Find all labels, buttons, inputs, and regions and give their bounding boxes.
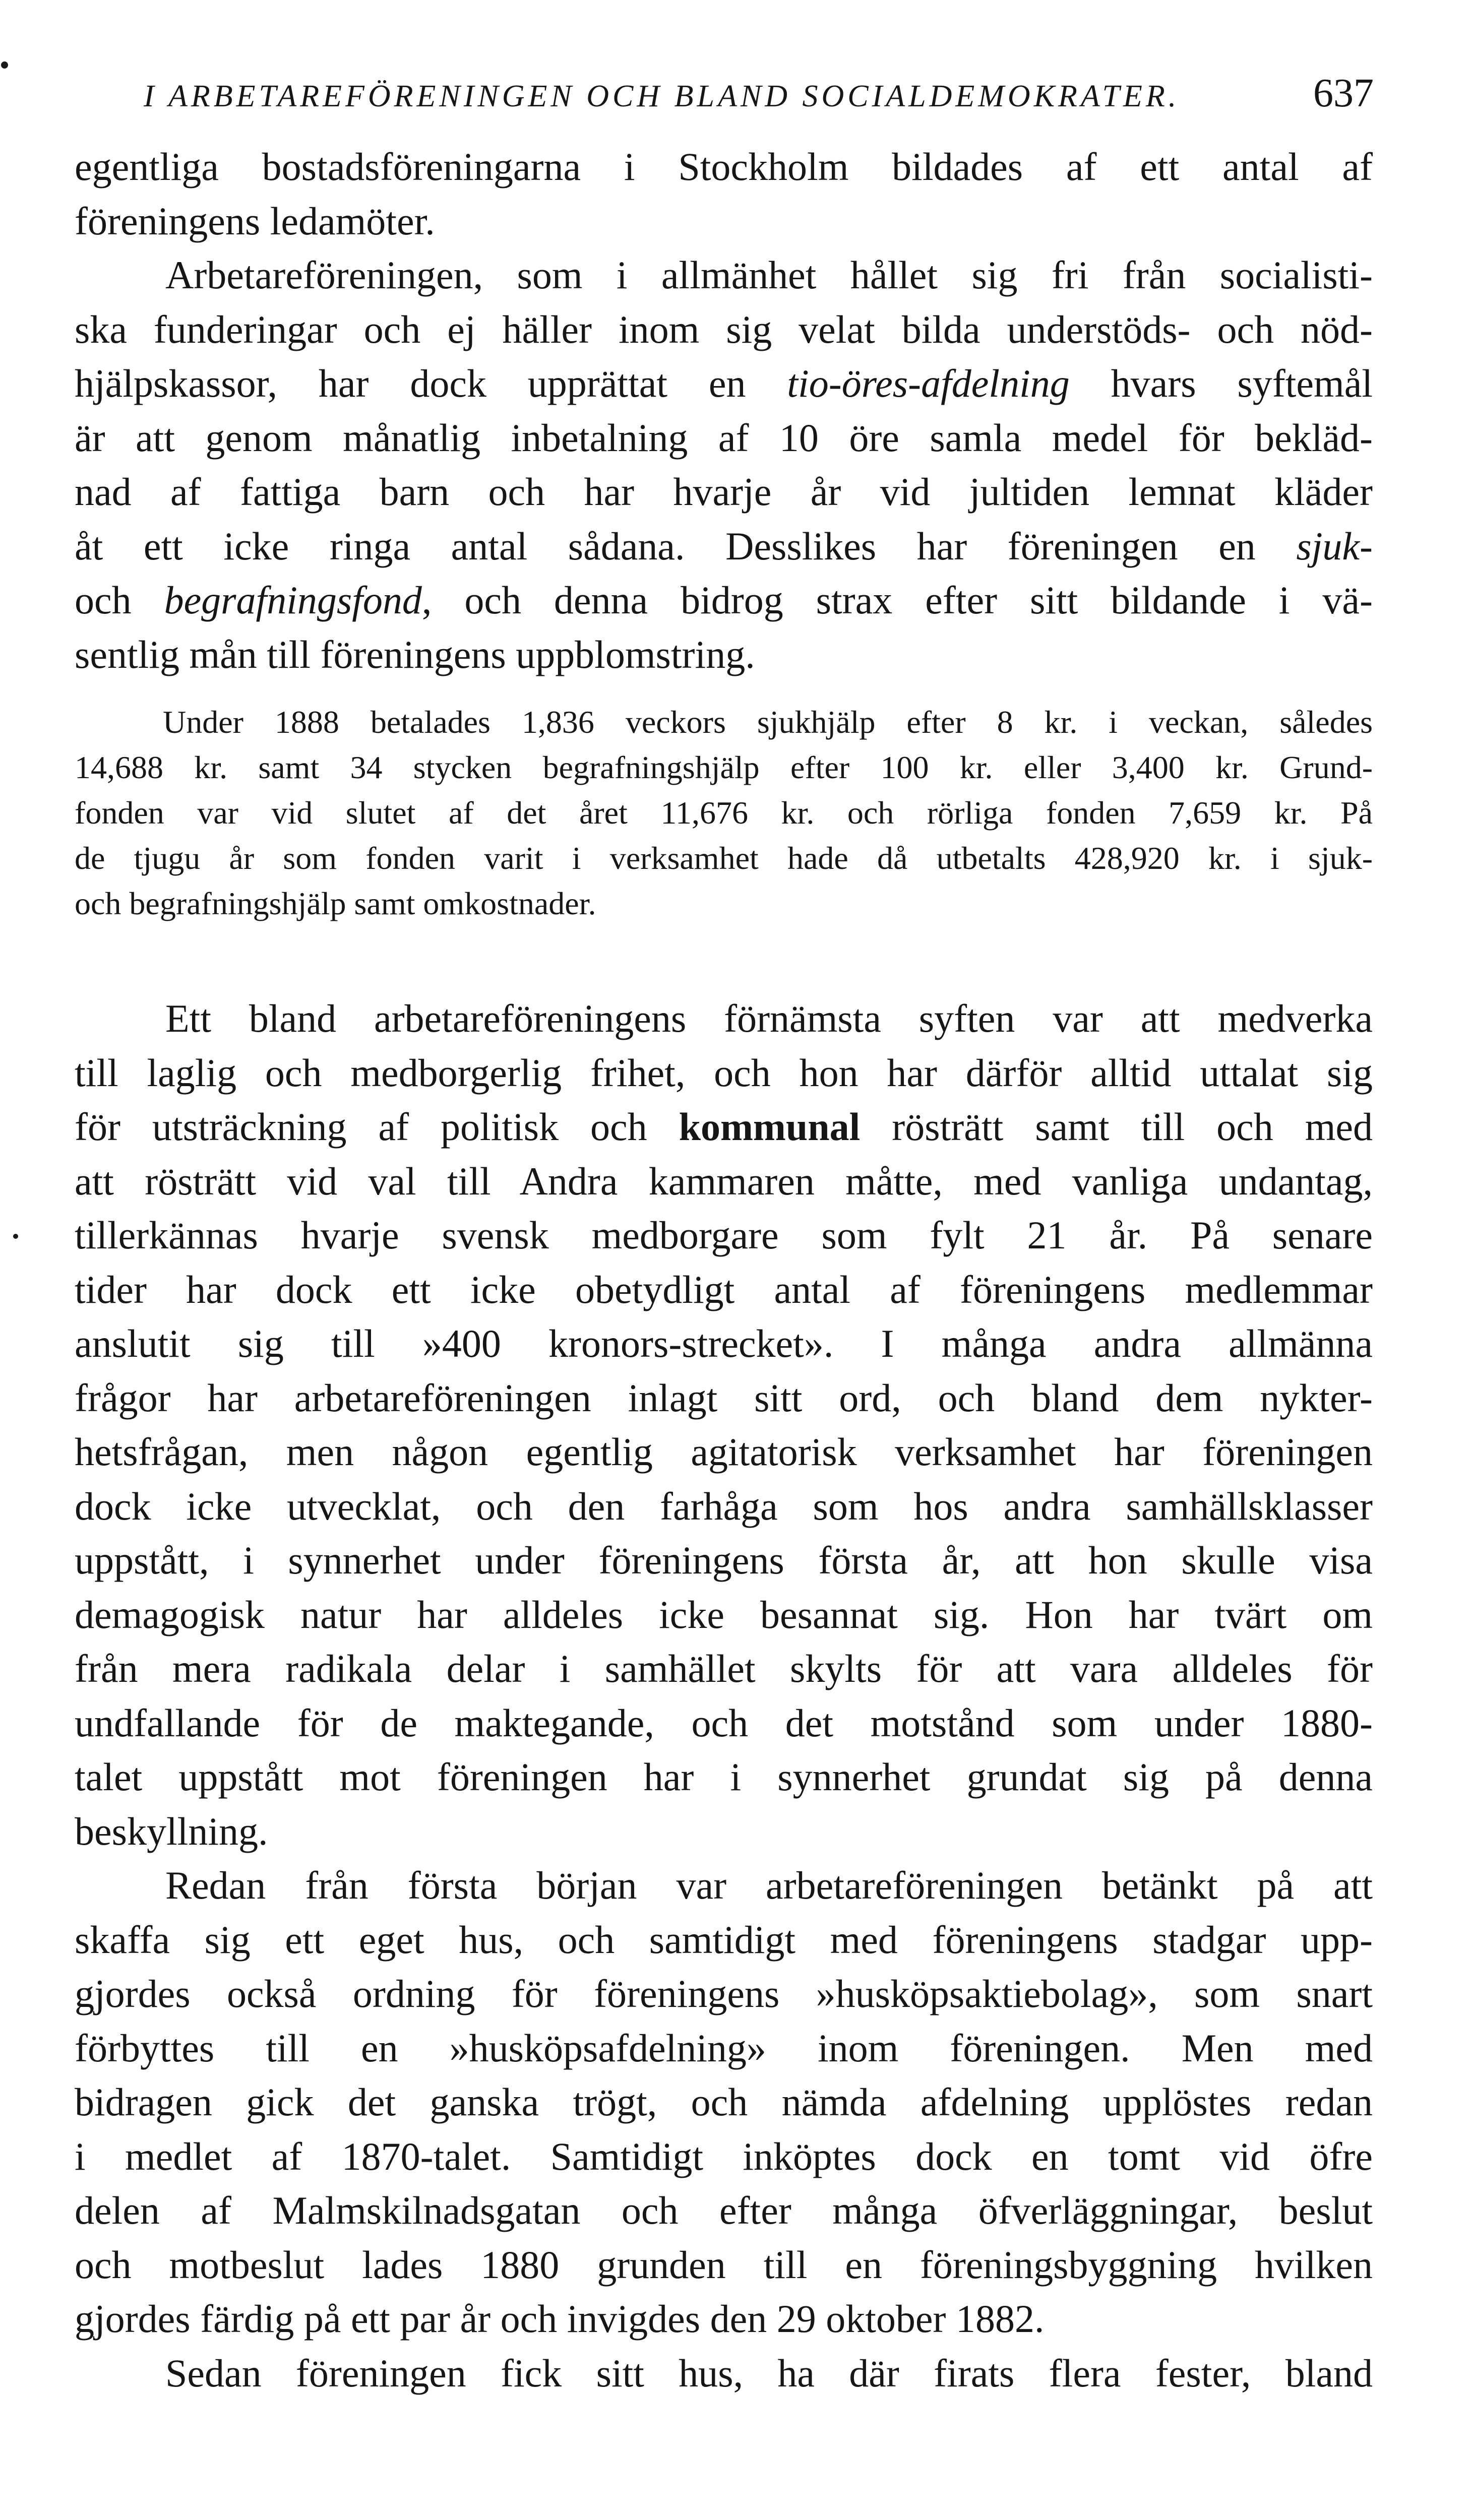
- text-line: egentliga bostadsföreningarna i Stockholm bildades af ett antal af: [75, 145, 1373, 188]
- footnote-line: fonden var vid slutet af det året 11,676 kr. och rörliga fonden 7,659 kr. På: [75, 795, 1373, 831]
- text-line: gjordes färdig på ett par år och invigdes den 29 oktober 1882.: [75, 2297, 1045, 2341]
- text-line: nad af fattiga barn och har hvarje år vid jultiden lemnat kläder: [75, 470, 1373, 514]
- text-line: till laglig och medborgerlig frihet, och hon har därför alltid uttalat sig: [75, 1050, 1373, 1095]
- text-line: bidragen gick det ganska trögt, och nämda afdelning upplöstes redan: [75, 2080, 1373, 2124]
- text-line: anslutit sig till »400 kronors-strecket». I många andra allmänna: [75, 1321, 1373, 1365]
- text-line: förbyttes till en »husköpsafdelning» inom föreningen. Men med: [75, 2026, 1373, 2070]
- footnote-line: de tjugu år som fonden varit i verksamhet hade då utbetalts 428,920 kr. i sjuk-: [75, 840, 1373, 876]
- text-line: undfallande för de maktegande, och det motstånd som under 1880-: [75, 1700, 1373, 1745]
- text-line: Redan från första början var arbetareföreningen betänkt på att: [165, 1863, 1373, 1907]
- text-line: Ett bland arbetareföreningens förnämsta syften var att medverka: [165, 996, 1373, 1040]
- text-line: och begrafningsfond, och denna bidrog strax efter sitt bildande i vä-: [75, 578, 1373, 622]
- text-line: och motbeslut lades 1880 grunden till en föreningsbyggning hvilken: [75, 2242, 1373, 2287]
- text-line: sentlig mån till föreningens uppblomstring.: [75, 632, 755, 676]
- text-line: ska funderingar och ej häller inom sig velat bilda understöds- och nöd-: [75, 307, 1373, 351]
- text-line: är att genom månatlig inbetalning af 10 öre samla medel för bekläd-: [75, 415, 1373, 460]
- running-header: [144, 71, 1374, 121]
- running-header-title: I ARBETAREFÖRENINGEN OCH BLAND SOCIALDEMOKRATER.: [144, 79, 1180, 113]
- text-line: gjordes också ordning för föreningens »husköpsaktiebolag», som snart: [75, 1972, 1373, 2015]
- text-line: beskyllning.: [75, 1809, 268, 1853]
- text-line: Arbetareföreningen, som i allmänhet hållet sig fri från socialisti-: [165, 253, 1373, 297]
- text-line: från mera radikala delar i samhället skylts för att vara alldeles för: [75, 1647, 1373, 1690]
- text-line: åt ett icke ringa antal sådana. Desslikes har föreningen en sjuk-: [75, 524, 1373, 568]
- print-mark: [13, 1234, 18, 1239]
- text-line: demagogisk natur har alldeles icke besannat sig. Hon har tvärt om: [75, 1592, 1373, 1636]
- text-line: tillerkännas hvarje svensk medborgare som fylt 21 år. På senare: [75, 1213, 1373, 1257]
- footnote-line: och begrafningshjälp samt omkostnader.: [75, 886, 596, 921]
- text-line: Sedan föreningen fick sitt hus, ha där firats flera fester, bland: [165, 2351, 1373, 2395]
- footnote-line: Under 1888 betalades 1,836 veckors sjukhjälp efter 8 kr. i veckan, således: [163, 704, 1373, 740]
- paragraph-block: [75, 140, 1373, 681]
- text-line: talet uppstått mot föreningen har i synnerhet grundat sig på denna: [75, 1755, 1373, 1799]
- text-line: frågor har arbetareföreningen inlagt sitt ord, och bland dem nykter-: [75, 1375, 1373, 1420]
- text-line: dock icke utvecklat, och den farhåga som hos andra samhällsklasser: [75, 1484, 1373, 1528]
- text-line: att rösträtt vid val till Andra kammaren måtte, med vanliga undantag,: [75, 1159, 1373, 1203]
- text-line: skaffa sig ett eget hus, och samtidigt med föreningens stadgar upp-: [75, 1917, 1373, 1962]
- print-mark: [1, 61, 8, 69]
- text-line: tider har dock ett icke obetydligt antal af föreningens medlemmar: [75, 1267, 1373, 1311]
- footnote-block: [75, 700, 1373, 926]
- text-line: uppstått, i synnerhet under föreningens första år, att hon skulle visa: [75, 1538, 1373, 1582]
- text-line: delen af Malmskilnadsgatan och efter många öfverläggningar, beslut: [75, 2188, 1373, 2232]
- text-line: i medlet af 1870-talet. Samtidigt inköptes dock en tomt vid öfre: [75, 2134, 1373, 2178]
- text-line: föreningens ledamöter.: [75, 199, 435, 243]
- footnote-line: 14,688 kr. samt 34 stycken begrafningshjälp efter 100 kr. eller 3,400 kr. Grund-: [75, 749, 1373, 785]
- paragraph-block: [75, 991, 1373, 2400]
- text-line: hetsfrågan, men någon egentlig agitatorisk verksamhet har föreningen: [75, 1430, 1373, 1474]
- text-line: för utsträckning af politisk och kommunal rösträtt samt till och med: [75, 1105, 1373, 1149]
- text-line: hjälpskassor, har dock upprättat en tio-öres-afdelning hvars syftemål: [75, 361, 1373, 405]
- page-number: 637: [1313, 71, 1374, 115]
